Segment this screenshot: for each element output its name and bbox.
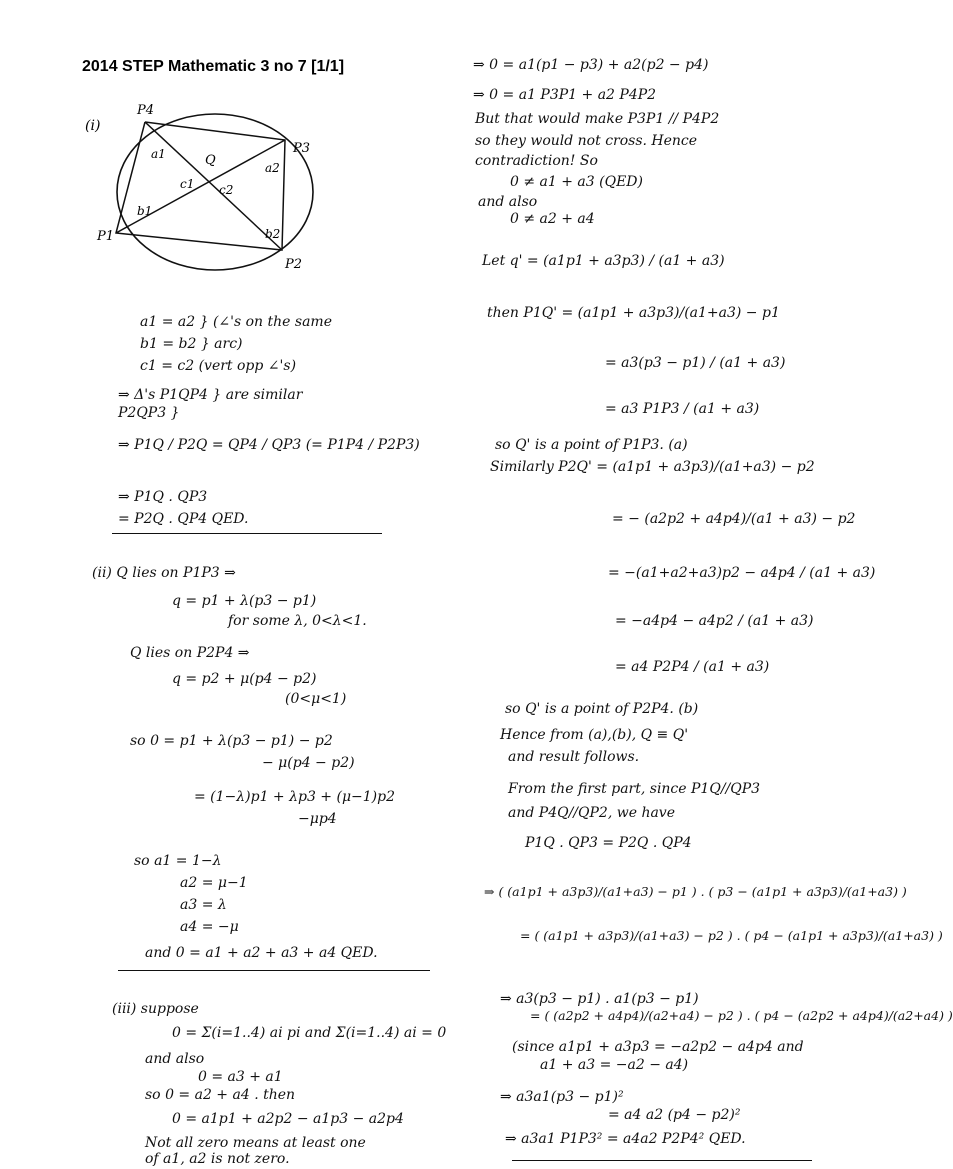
right-line: Hence from (a),(b), Q ≡ Q'	[500, 727, 689, 743]
section-divider	[112, 533, 382, 534]
left-part2-line: a4 = −μ	[180, 919, 239, 935]
right-line: so they would not cross. Hence	[475, 133, 698, 149]
left-part1-line: c1 = c2 (vert opp ∠'s)	[140, 358, 297, 374]
left-part2-line: − μ(p4 − p2)	[262, 755, 355, 771]
right-line: = ( (a2p2 + a4p4)/(a2+a4) − p2 ) . ( p4 − (a2p2 + a4p4)/(a2+a4) )	[530, 1008, 953, 1023]
left-part1-line: = P2Q . QP4 QED.	[118, 511, 249, 527]
right-line: so Q' is a point of P2P4. (b)	[505, 701, 699, 717]
section-divider	[118, 970, 430, 971]
left-part2-line: so 0 = p1 + λ(p3 − p1) − p2	[130, 733, 333, 749]
right-line: and result follows.	[508, 749, 640, 765]
left-part3-line: and also	[145, 1051, 205, 1067]
left-part2-line: a2 = μ−1	[180, 875, 248, 891]
right-line: and also	[478, 194, 538, 210]
left-part3-line: 0 = a3 + a1	[198, 1069, 283, 1085]
right-line: a1 + a3 = −a2 − a4)	[540, 1057, 689, 1073]
left-part2-line: a3 = λ	[180, 897, 227, 913]
label-p4: P4	[137, 103, 155, 118]
left-part2-line: so a1 = 1−λ	[134, 853, 222, 869]
left-part2-line: (0<μ<1)	[285, 691, 347, 707]
right-line: = a3 P1P3 / (a1 + a3)	[605, 401, 760, 417]
left-part2-line: (ii) Q lies on P1P3 ⇒	[92, 565, 236, 581]
right-line: = − (a2p2 + a4p4)/(a1 + a3) − p2	[612, 511, 856, 527]
right-line: ⇒ a3a1(p3 − p1)²	[500, 1089, 624, 1105]
page-title: 2014 STEP Mathematic 3 no 7 [1/1]	[82, 58, 345, 75]
right-line: ⇒ a3a1 P1P3² = a4a2 P2P4² QED.	[505, 1131, 746, 1147]
right-line: and P4Q//QP2, we have	[508, 805, 675, 821]
right-line: so Q' is a point of P1P3. (a)	[495, 437, 688, 453]
label-part-i: (i)	[85, 118, 101, 134]
right-line: ⇒ 0 = a1 P3P1 + a2 P4P2	[473, 87, 657, 103]
right-line: 0 ≠ a1 + a3 (QED)	[510, 174, 643, 190]
label-a1: a1	[151, 147, 166, 161]
left-part2-line: for some λ, 0<λ<1.	[228, 613, 367, 629]
right-line: = −a4p4 − a4p2 / (a1 + a3)	[615, 613, 814, 629]
diagonal-p1p3	[116, 140, 285, 233]
right-line: 0 ≠ a2 + a4	[510, 211, 595, 227]
right-line: = a4 a2 (p4 − p2)²	[608, 1107, 741, 1123]
right-line: = −(a1+a2+a3)p2 − a4p4 / (a1 + a3)	[608, 565, 876, 581]
left-part2-line: = (1−λ)p1 + λp3 + (μ−1)p2	[194, 789, 396, 805]
cyclic-quadrilateral-diagram	[85, 100, 315, 280]
label-c1: c1	[180, 177, 195, 191]
label-b1: b1	[137, 204, 153, 218]
right-line: ⇒ ( (a1p1 + a3p3)/(a1+a3) − p1 ) . ( p3 − (a1p1 + a3p3)/(a1+a3) )	[484, 884, 907, 899]
right-line: But that would make P3P1 // P4P2	[475, 111, 720, 127]
left-part3-line: 0 = Σ(i=1..4) ai pi and Σ(i=1..4) ai = 0	[172, 1025, 447, 1041]
right-line: From the first part, since P1Q//QP3	[508, 781, 761, 797]
label-q: Q	[205, 153, 216, 168]
left-part1-line: ⇒ P1Q . QP3	[118, 489, 208, 505]
label-a2: a2	[265, 161, 280, 175]
left-part1-line: b1 = b2 } arc)	[140, 336, 243, 352]
right-line: = ( (a1p1 + a3p3)/(a1+a3) − p2 ) . ( p4 − (a1p1 + a3p3)/(a1+a3) )	[520, 928, 943, 943]
left-part3-line: 0 = a1p1 + a2p2 − a1p3 − a2p4	[172, 1111, 404, 1127]
right-line: ⇒ a3(p3 − p1) . a1(p3 − p1)	[500, 991, 699, 1007]
left-part3-line: (iii) suppose	[112, 1001, 199, 1017]
right-line: Similarly P2Q' = (a1p1 + a3p3)/(a1+a3) − p2	[490, 459, 815, 475]
right-line: = a4 P2P4 / (a1 + a3)	[615, 659, 770, 675]
left-part1-line: a1 = a2 } (∠'s on the same	[140, 314, 332, 330]
right-line: P1Q . QP3 = P2Q . QP4	[525, 835, 692, 851]
right-line: then P1Q' = (a1p1 + a3p3)/(a1+a3) − p1	[487, 305, 780, 321]
label-p1: P1	[97, 229, 115, 244]
left-part3-line: so 0 = a2 + a4 . then	[145, 1087, 296, 1103]
label-p2: P2	[285, 257, 303, 272]
left-part2-line: q = p1 + λ(p3 − p1)	[172, 593, 317, 609]
label-b2: b2	[265, 227, 281, 241]
diagonal-p4p2	[145, 122, 282, 250]
left-part1-line: ⇒ P1Q / P2Q = QP4 / QP3 (= P1P4 / P2P3)	[118, 437, 420, 453]
left-part2-line: q = p2 + μ(p4 − p2)	[172, 671, 317, 687]
left-part2-line: Q lies on P2P4 ⇒	[130, 645, 250, 661]
right-line: contradiction! So	[475, 153, 598, 169]
left-part2-line: −μp4	[298, 811, 337, 827]
left-part1-line: ⇒ Δ's P1QP4 } are similar	[118, 387, 303, 403]
left-part1-line: P2QP3 }	[118, 405, 180, 421]
right-line: (since a1p1 + a3p3 = −a2p2 − a4p4 and	[512, 1039, 804, 1055]
right-line: ⇒ 0 = a1(p1 − p3) + a2(p2 − p4)	[473, 57, 709, 73]
left-part3-line: Not all zero means at least one	[145, 1135, 366, 1151]
left-part3-line: of a1, a2 is not zero.	[145, 1151, 290, 1167]
section-divider	[512, 1160, 812, 1161]
label-c2: c2	[219, 183, 234, 197]
right-line: Let q' = (a1p1 + a3p3) / (a1 + a3)	[482, 253, 725, 269]
right-line: = a3(p3 − p1) / (a1 + a3)	[605, 355, 786, 371]
left-part2-line: and 0 = a1 + a2 + a3 + a4 QED.	[145, 945, 378, 961]
label-p3: P3	[293, 141, 311, 156]
